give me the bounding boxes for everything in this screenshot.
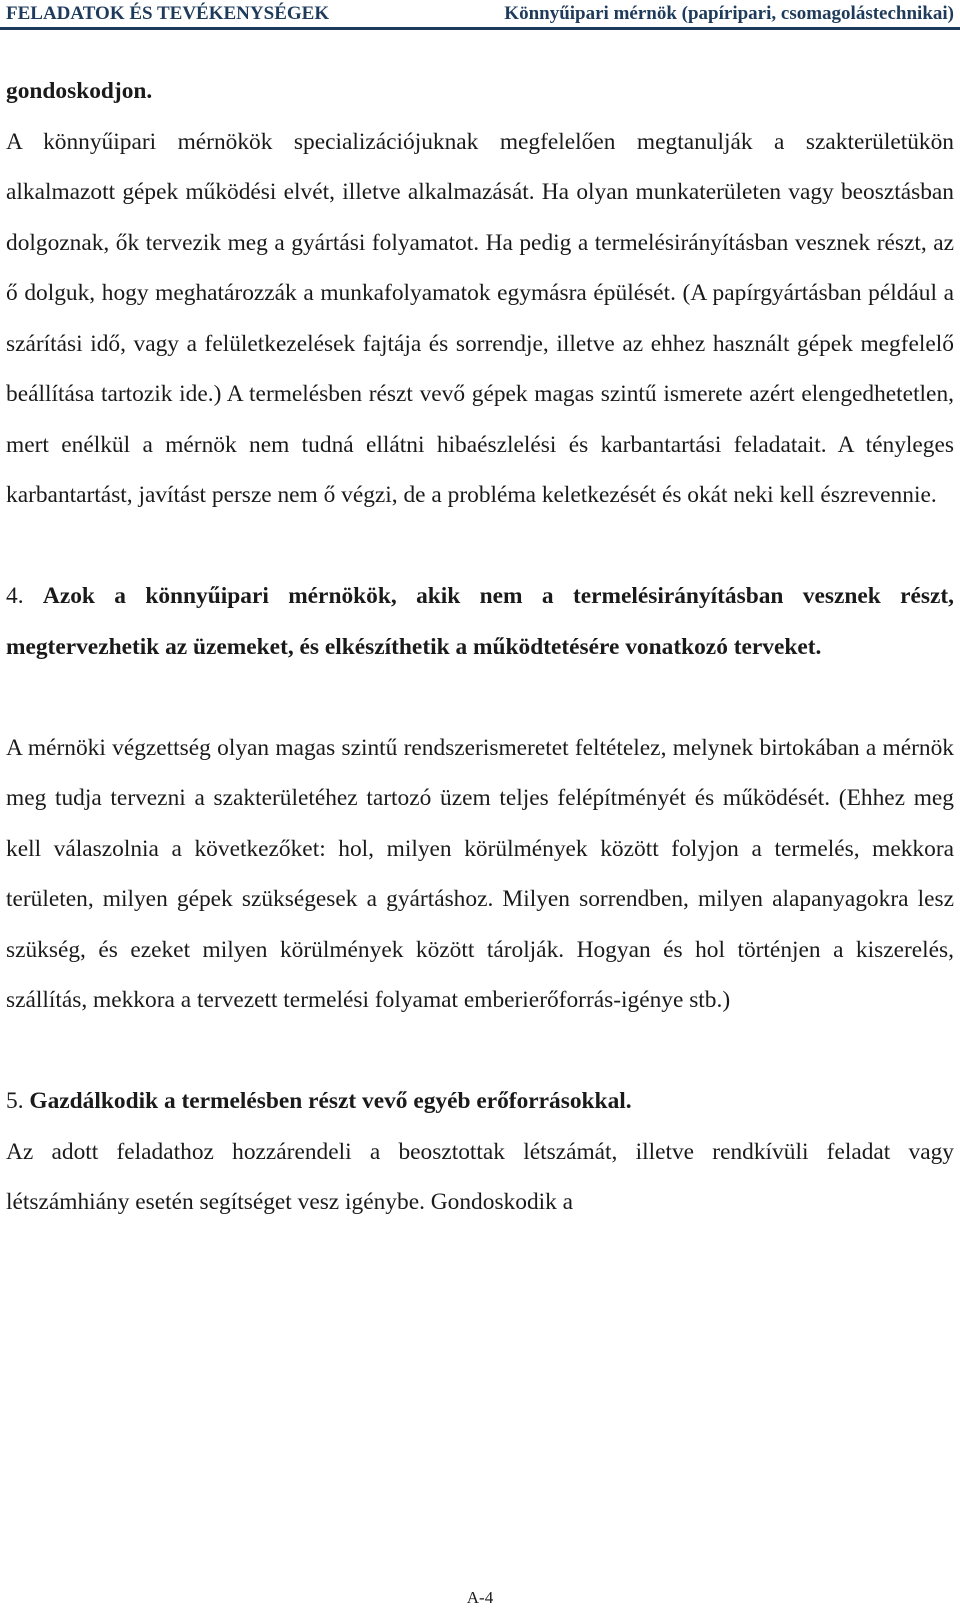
task-item-5	[6, 1076, 954, 1127]
running-header	[0, 0, 960, 30]
paragraph-system-knowledge: A mérnöki végzettség olyan magas szintű rendszerismeretet feltételez, melynek birtokában a mérnök meg tudja tervezni a szakterületéhez tartozó üzem teljes felépítményét és működését. (Ehhez meg kell válaszolnia a következőket: hol, milyen körülmények között folyjon a termelés, mekkora területen, milyen gépek szükségesek a gyártáshoz. Milyen sorrendben, milyen alapanyagokra lesz szükség, és ezeket milyen körülmények között tárolják. Hogyan és hol történjen a kiszerelés, szállítás, mekkora a tervezett termelési folyamat emberierőforrás-igénye stb.)	[6, 734, 954, 1013]
task-title: Gazdálkodik a termelésben részt vevő egyéb erőforrásokkal.	[29, 1088, 632, 1114]
page-number: A-4	[466, 1588, 494, 1607]
task-title: Azok a könnyűipari mérnökök, akik nem a termelésirányításban vesznek részt, megtervezhetik az üzemeket, és elkészíthetik a működtetésére vonatkozó terveket.	[6, 583, 954, 660]
task-number: 4.	[6, 583, 24, 609]
paragraph-spacer	[6, 521, 954, 572]
header-section-title: FELADATOK ÉS TEVÉKENYSÉGEK	[6, 2, 330, 24]
paragraph-machines: A könnyűipari mérnökök specializációjuknak megfelelően megtanulják a szakterületükön alkalmazott gépek működési elvét, illetve alkalmazását. Ha olyan munkaterületen vagy beosztásban dolgoznak, ők tervezik meg a gyártási folyamatot. Ha pedig a termelésirányításban vesznek részt, az ő dolguk, hogy meghatározzák a munkafolyamatok egymásra épülését. (A papírgyártásban például a szárítási idő, vagy a felületkezelések fajtája és sorrendje, illetve az ehhez használt gépek megfelelő beállítása tartozik ide.) A termelésben részt vevő gépek magas szintű ismerete azért elengedhetetlen, mert enélkül a mérnök nem tudná ellátni hibaészlelési és karbantartási feladatait. A tényleges karbantartást, javítást persze nem ő végzi, de a probléma keletkezését és okát neki kell észrevennie.	[6, 128, 954, 508]
paragraph-spacer	[6, 1026, 954, 1077]
task-number: 5.	[6, 1088, 24, 1114]
intro-fragment: gondoskodjon.	[6, 78, 153, 104]
header-occupation-title: Könnyűipari mérnök (papíripari, csomagolástechnikai)	[504, 2, 954, 24]
paragraph-spacer	[6, 672, 954, 723]
document-body	[6, 66, 954, 1228]
task-item-4	[6, 571, 954, 672]
paragraph-resources: Az adott feladathoz hozzárendeli a beosztottak létszámát, illetve rendkívüli feladat vagy létszámhiány esetén segítséget vesz igénybe. Gondoskodik a	[6, 1138, 954, 1215]
